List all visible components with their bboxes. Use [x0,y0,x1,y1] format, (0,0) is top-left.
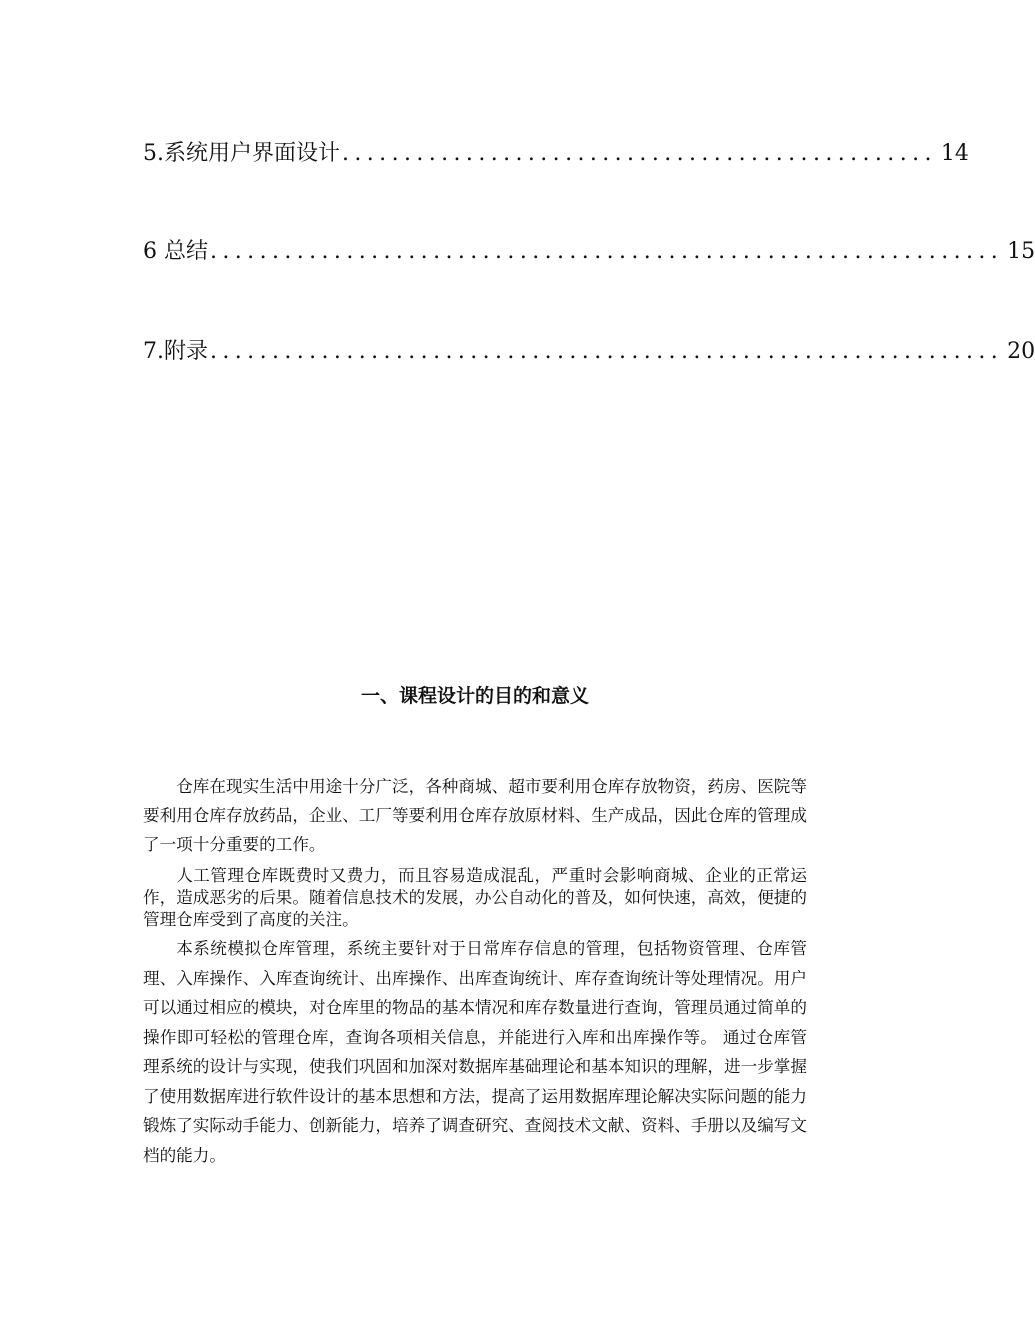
toc-page-number: 20 [1007,339,1035,364]
toc-entry-7 [143,334,1035,370]
toc-entry-5 [143,136,969,172]
toc-leader-dots: ................................................................ [210,239,1004,264]
toc-entry-6 [143,234,1035,270]
toc-entry-title: 7.附录 [143,339,208,364]
toc-page-number: 15 [1007,239,1035,264]
toc-entry-title: 6 总结 [143,239,208,264]
body-paragraph-2: 人工管理仓库既费时又费力，而且容易造成混乱，严重时会影响商城、企业的正常运作，造成恶劣的后果。随着信息技术的发展，办公自动化的普及，如何快速，高效，便捷的管理仓库受到了高度的关注。 [143,866,807,929]
toc-page-number: 14 [940,141,969,166]
toc-leader-dots: ................................................................ [210,339,1004,364]
section-heading: 一、课程设计的目的和意义 [360,684,589,707]
body-paragraph-3: 本系统模拟仓库管理，系统主要针对于日常库存信息的管理，包括物资管理、仓库管理、入库操作、入库查询统计、出库操作、出库查询统计、库存查询统计等处理情况。用户可以通过相应的模块，对仓库里的物品的基本情况和库存数量进行查询，管理员通过简单的操作即可轻松的管理仓库，查询各项相关信息，并能进行入库和出库操作等。 通过仓库管理系统的设计与实现，使我们巩固和加深对数据库基础理论和基本知识的理解，进一步掌握了使用数据库进行软件设计的基本思想和方法，提高了运用数据库理论解决实际问题的能力锻炼了实际动手能力、创新能力，培养了调查研究、查阅技术文献、资料、手册以及编写文档的能力。 [143,939,807,1165]
toc-entry-title: 5.系统用户界面设计 [143,141,340,166]
body-paragraph-1: 仓库在现实生活中用途十分广泛，各种商城、超市要利用仓库存放物资，药房、医院等要利用仓库存放药品，企业、工厂等要利用仓库存放原材料、生产成品，因此仓库的管理成了一项十分重要的工作。 [143,777,807,854]
toc-leader-dots: ................................................ [342,141,937,166]
